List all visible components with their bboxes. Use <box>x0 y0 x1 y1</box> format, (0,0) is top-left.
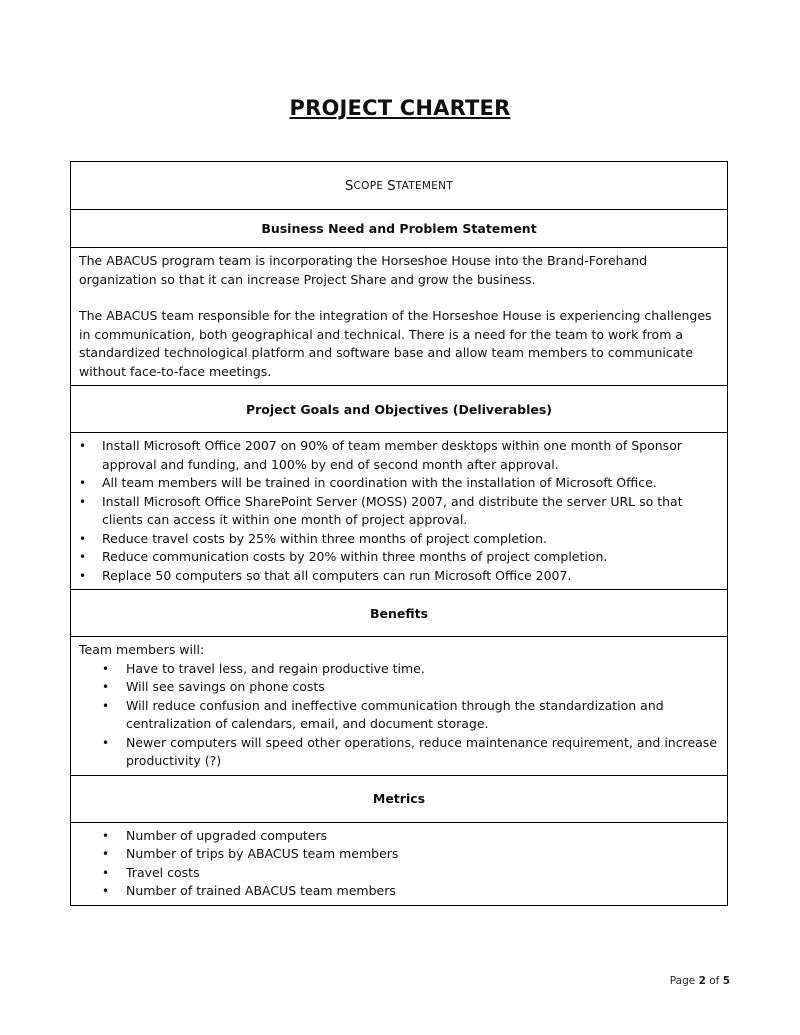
business-need-paragraph-2: The ABACUS team responsible for the integration of the Horseshoe House is experiencing challenges in communication, both geographical and technical. There is a need for the team to work from a standardized technological platform and software base and allow team members to communicate without face-to-face meetings. <box>79 308 712 379</box>
list-item: • Will reduce confusion and ineffective communication through the standardization and centralization of calendars, email, and document storage. <box>79 697 719 734</box>
benefits-intro: Team members will: <box>79 642 205 657</box>
list-item: • Reduce communication costs by 20% within three months of project completion. <box>79 548 719 567</box>
business-need-heading: Business Need and Problem Statement <box>71 210 727 248</box>
goals-list <box>79 437 719 585</box>
list-item: • Travel costs <box>79 864 719 883</box>
list-item: • Have to travel less, and regain productive time. <box>79 660 719 679</box>
current-page: 2 <box>698 975 706 987</box>
scope-heading-initial-2: S <box>387 177 396 194</box>
benefits-list <box>79 660 719 771</box>
list-item: • Newer computers will speed other operations, reduce maintenance requirement, and increase productivity (?) <box>79 734 719 771</box>
business-need-body <box>71 248 727 386</box>
scope-heading-initial-1: S <box>344 177 354 194</box>
metrics-heading: Metrics <box>71 776 727 823</box>
list-item: • Reduce travel costs by 25% within three months of project completion. <box>79 530 719 549</box>
page-number <box>670 975 730 987</box>
goals-body <box>71 433 727 590</box>
document-title: PROJECT CHARTER <box>289 96 511 120</box>
list-item: • Install Microsoft Office 2007 on 90% of team member desktops within one month of Sponsor approval and funding, and 100% by end of second month after approval. <box>79 437 719 474</box>
scope-heading-rest-1: COPE <box>353 179 384 192</box>
scope-heading-rest-2: TATEMENT <box>395 179 454 192</box>
benefits-body <box>71 637 727 776</box>
of-label: of <box>709 975 720 987</box>
list-item: • Number of upgraded computers <box>79 827 719 846</box>
benefits-heading: Benefits <box>71 590 727 637</box>
page-label: Page <box>669 975 696 987</box>
list-item: • Install Microsoft Office SharePoint Server (MOSS) 2007, and distribute the server URL so that clients can access it within one month of project approval. <box>79 493 719 530</box>
list-item: • Replace 50 computers so that all computers can run Microsoft Office 2007. <box>79 567 719 586</box>
business-need-paragraph-1: The ABACUS program team is incorporating the Horseshoe House into the Brand-Forehand organization so that it can increase Project Share and grow the business. <box>79 253 648 287</box>
charter-table <box>70 161 728 906</box>
scope-statement-heading <box>71 162 727 210</box>
list-item: • Number of trips by ABACUS team members <box>79 845 719 864</box>
total-pages: 5 <box>722 975 730 987</box>
metrics-body <box>71 823 727 905</box>
list-item: • Number of trained ABACUS team members <box>79 882 719 901</box>
metrics-list <box>79 827 719 901</box>
list-item: • Will see savings on phone costs <box>79 678 719 697</box>
list-item: • All team members will be trained in coordination with the installation of Microsoft Office. <box>79 474 719 493</box>
goals-heading: Project Goals and Objectives (Deliverables) <box>71 386 727 433</box>
